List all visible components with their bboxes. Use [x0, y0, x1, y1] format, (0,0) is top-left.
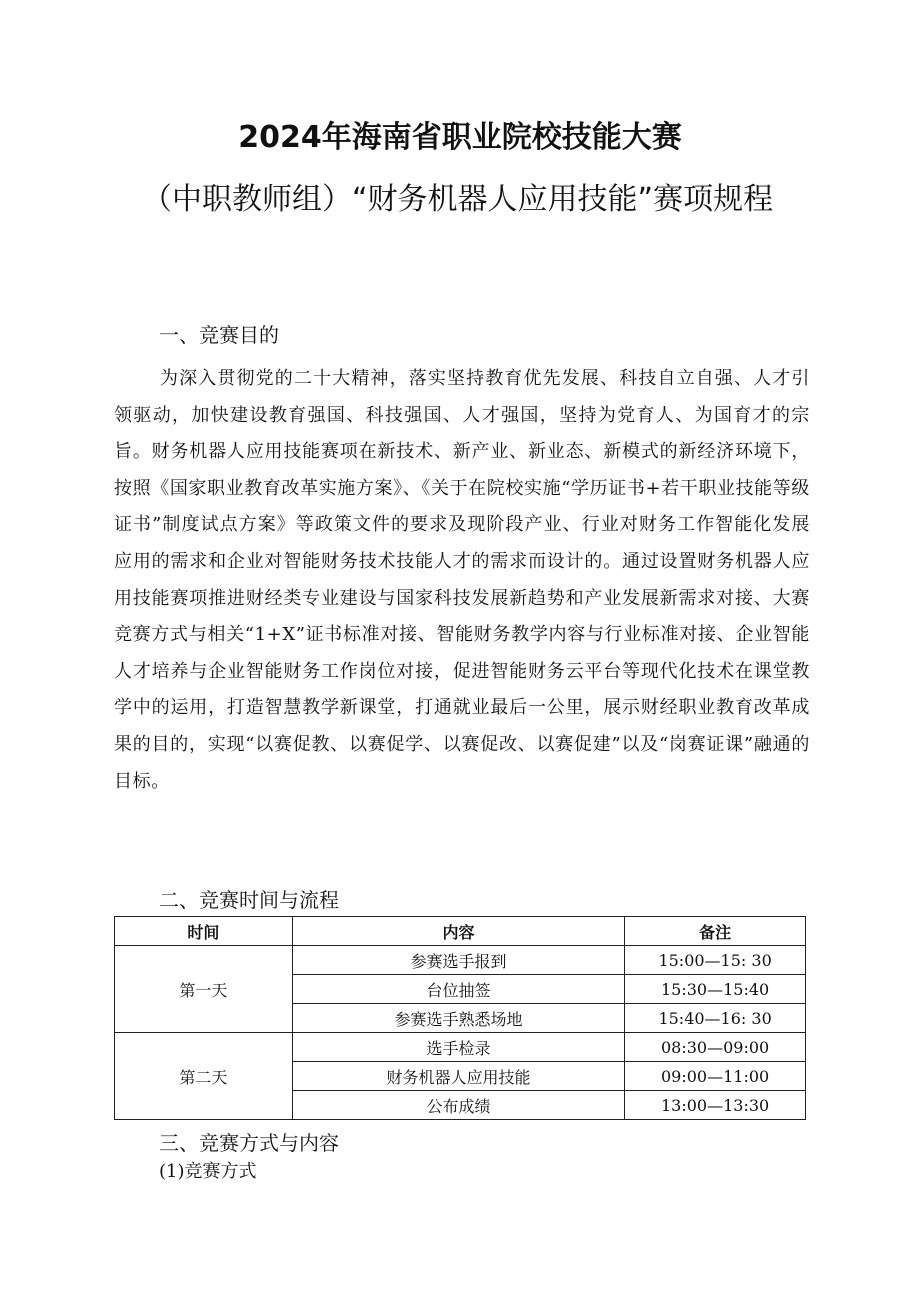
document-title-line2: （中职教师组）“财务机器人应用技能”赛项规程	[142, 182, 774, 217]
content-cell: 选手检录	[292, 1033, 624, 1062]
note-cell: 08:30—09:00	[625, 1033, 806, 1062]
note-cell: 15:30—15:40	[625, 975, 806, 1004]
note-cell: 09:00—11:00	[625, 1062, 806, 1091]
table-header-row	[115, 917, 806, 946]
day1-cell: 第一天	[115, 946, 293, 1033]
content-cell: 公布成绩	[292, 1091, 624, 1120]
section-heading-schedule: 二、竞赛时间与流程	[159, 888, 339, 912]
purpose-paragraph: 为深入贯彻党的二十大精神，落实坚持教育优先发展、科技自立自强、人才引领驱动，加快建设教育强国、科技强国、人才强国，坚持为党育人、为国育才的宗旨。财务机器人应用技能赛项在新技术、新产业、新业态、新模式的新经济环境下，按照《国家职业教育改革实施方案》、《关于在院校实施“学历证书+若干职业技能等级证书”制度试点方案》等政策文件的要求及现阶段产业、行业对财务工作智能化发展应用的需求和企业对智能财务技术技能人才的需求而设计的。通过设置财务机器人应用技能赛项推进财经类专业建设与国家科技发展新趋势和产业发展新需求对接、大赛竞赛方式与相关“1+X”证书标准对接、智能财务教学内容与行业标准对接、企业智能人才培养与企业智能财务工作岗位对接，促进智能财务云平台等现代化技术在课堂教学中的运用，打造智慧教学新课堂，打通就业最后一公里，展示财经职业教育改革成果的目的，实现“以赛促教、以赛促学、以赛促改、以赛促建”以及“岗赛证课”融通的目标。	[114, 368, 810, 792]
document-title-line1: 2024年海南省职业院校技能大赛	[238, 120, 682, 155]
content-cell: 台位抽签	[292, 975, 624, 1004]
content-cell: 参赛选手熟悉场地	[292, 1004, 624, 1033]
schedule-table	[114, 916, 806, 1120]
header-content: 内容	[292, 917, 624, 946]
day2-cell: 第二天	[115, 1033, 293, 1120]
subsection-competition-method: (1)竞赛方式	[159, 1161, 257, 1182]
section-heading-purpose: 一、竞赛目的	[159, 323, 279, 347]
table-row	[115, 946, 806, 975]
header-time: 时间	[115, 917, 293, 946]
note-cell: 13:00—13:30	[625, 1091, 806, 1120]
table-row	[115, 1033, 806, 1062]
note-cell: 15:40—16: 30	[625, 1004, 806, 1033]
note-cell: 15:00—15: 30	[625, 946, 806, 975]
section-heading-method: 三、竞赛方式与内容	[159, 1131, 339, 1155]
content-cell: 参赛选手报到	[292, 946, 624, 975]
content-cell: 财务机器人应用技能	[292, 1062, 624, 1091]
header-note: 备注	[625, 917, 806, 946]
